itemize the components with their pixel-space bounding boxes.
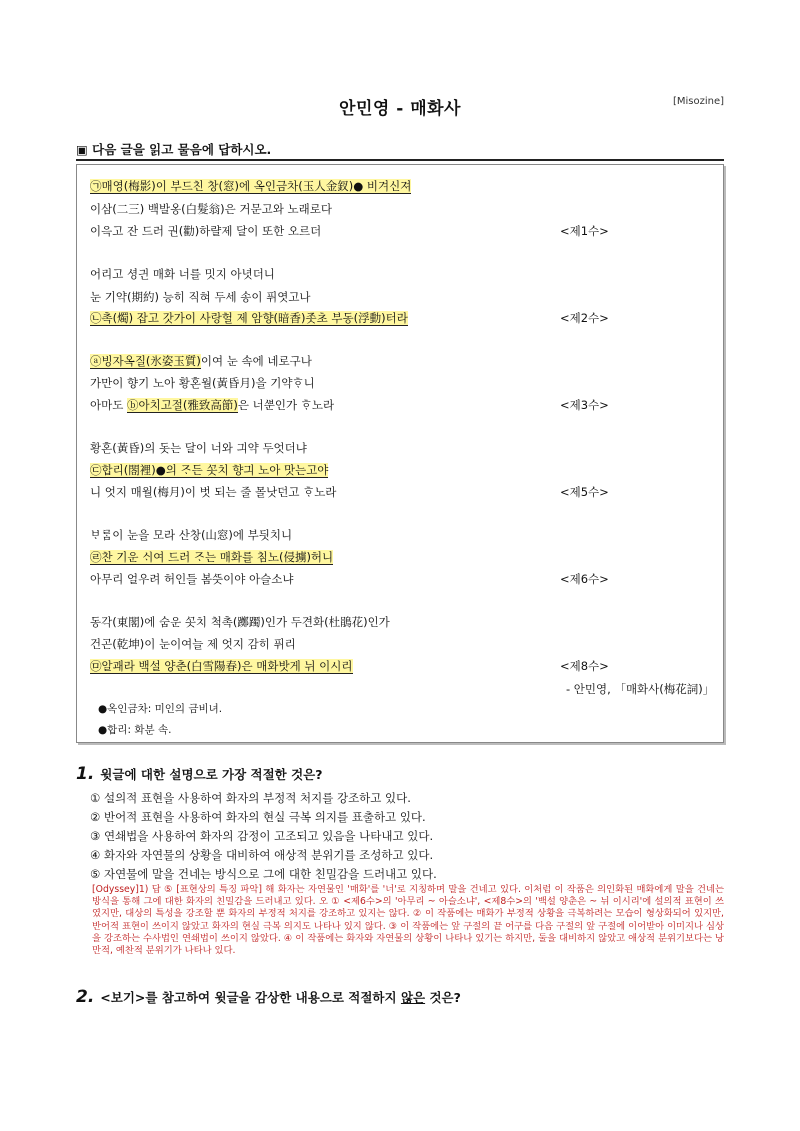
question-number: 1. bbox=[76, 764, 95, 784]
poem-line-16 bbox=[90, 614, 390, 630]
stanza-label-3: <제3수> bbox=[560, 398, 609, 412]
question-text-end: 것은? bbox=[425, 990, 461, 1005]
poem-line-4 bbox=[90, 266, 275, 282]
footnote-1: ●옥인금차: 미인의 금비녀. bbox=[98, 703, 223, 715]
poem-line-10 bbox=[90, 440, 307, 456]
poem-text: 이여 눈 속에 네로구나 bbox=[200, 354, 312, 368]
highlight-a: ⓐ빙자옥질(氷姿玉質) bbox=[90, 354, 201, 368]
stanza-label-2: <제2수> bbox=[560, 311, 609, 325]
poem-text: 은 너ᄲᅮᆫ인가 ᄒᆞ노라 bbox=[237, 398, 335, 412]
poem-text: 아무리 얼우려 허인들 봄ᄯᅳᆺ이야 아슬소냐 bbox=[90, 572, 294, 586]
stanza-label-8: <제8수> bbox=[560, 659, 609, 673]
question-text: <보기>를 참고하여 윗글을 감상한 내용으로 적절하지 bbox=[100, 990, 401, 1005]
question-text: 윗글에 대한 설명으로 가장 적절한 것은? bbox=[100, 767, 323, 782]
poem-text: 눈 기약(期約) 능히 직혀 두세 송이 퓌엿고나 bbox=[90, 290, 311, 304]
brand-label: [Misozine] bbox=[672, 96, 724, 107]
poem-text: 아마도 bbox=[90, 398, 127, 412]
highlight-1: ㉠매영(梅影)이 부드친 창(窓)에 옥인금차(玉人金釵)● 비겨신져 bbox=[90, 179, 412, 193]
option-2[interactable]: ② 반어적 표현을 사용하여 화자의 현실 극복 의지를 표출하고 있다. bbox=[90, 810, 426, 824]
highlight-b: ⓑ아치고절(雅致高節) bbox=[126, 398, 238, 412]
highlight-3: ㉢합리(閤裡)●의 ᄌᆞ든 ᄭᅩᆺ치 향긔 노아 맛는고야 bbox=[90, 463, 329, 477]
option-3[interactable]: ③ 연쇄법을 사용하여 화자의 감정이 고조되고 있음을 나타내고 있다. bbox=[90, 829, 434, 843]
stanza-label-1: <제1수> bbox=[560, 224, 609, 238]
poem-line-6 bbox=[90, 310, 408, 326]
question-2 bbox=[76, 987, 461, 1007]
poem-text: 니 엇지 매월(梅月)이 벗 되는 줄 몰낫던고 ᄒᆞ노라 bbox=[90, 485, 337, 499]
page-title: 안민영 - 매화사 bbox=[339, 99, 461, 119]
poem-text: 건곤(乾坤)이 눈이여늘 제 엇지 감히 퓌리 bbox=[90, 637, 296, 651]
instruction-divider bbox=[76, 159, 724, 161]
poem-line-12 bbox=[90, 484, 336, 500]
option-5[interactable]: ⑤ 자연물에 말을 건네는 방식으로 그에 대한 친밀감을 드러내고 있다. bbox=[90, 867, 437, 881]
stanza-label-6: <제6수> bbox=[560, 572, 609, 586]
footnote-2: ●합리: 화분 속. bbox=[98, 724, 172, 736]
poem-text: ᄇᆞᄅᆞᆷ이 눈을 모라 산창(山窓)에 부딋치니 bbox=[90, 528, 293, 542]
poem-line-2 bbox=[90, 201, 332, 217]
poem-text: 황혼(黃昏)의 돗는 달이 너와 긔약 두엇더냐 bbox=[90, 441, 307, 455]
poem-text: 이삼(二三) 백발옹(白髮翁)은 거문고와 노래로다 bbox=[90, 202, 332, 216]
poem-line-5 bbox=[90, 289, 311, 305]
poem-line-13 bbox=[90, 527, 292, 543]
poem-text: 어리고 셩긘 매화 너를 밋지 아녓더니 bbox=[90, 267, 275, 281]
poem-line-14 bbox=[90, 549, 333, 565]
poem-line-17 bbox=[90, 636, 296, 652]
highlight-5: ㉤알괘라 백설 양춘(白雪陽春)은 매화밧게 뉘 이시리 bbox=[90, 659, 353, 673]
poem-line-7 bbox=[90, 353, 312, 369]
poem-line-11 bbox=[90, 462, 328, 478]
instruction: ▣ 다음 글을 읽고 물음에 답하시오. bbox=[76, 142, 272, 157]
poem-author: - 안민영, 「매화사(梅花詞)」 bbox=[566, 682, 715, 696]
poem-line-3 bbox=[90, 223, 321, 239]
poem-text: 이윽고 잔 드러 권(勸)하랼제 달이 또한 오르더 bbox=[90, 224, 322, 238]
stanza-label-5: <제5수> bbox=[560, 485, 609, 499]
poem-line-18 bbox=[90, 658, 353, 674]
poem-line-1 bbox=[90, 178, 411, 194]
poem-line-8 bbox=[90, 375, 315, 391]
poem-line-15 bbox=[90, 571, 293, 587]
question-number: 2. bbox=[76, 987, 95, 1007]
answer-explanation: [Odyssey]1) 답 ⑤ [표현상의 특징 파악] 해 화자는 자연물인 '매화'를 '너'로 지칭하며 말을 건네고 있다. 이처럼 이 작품은 의인화된 매화에게 말을 건네는 방식을 통해 그에 대한 화자의 친밀감을 드러내고 있다. 오 ① <제6수>의 '아무리 ~ 아슬소냐', <제8수>의 '백설 양춘은 ~ 뉘 이시리'에 설의적 표현이 쓰였지만, 대상의 특성을 강조할 뿐 화자의 부정적 처지를 강조하고 있지는 않다. ② 이 작품에는 매화가 부정적 상황을 극복하려는 모습이 형상화되어 있지만, 반어적 표현이 쓰이지 않았고 화자의 현실 극복 의지도 나타나 있지 않다. ③ 이 작품에는 앞 구절의 끝 어구를 다음 구절의 앞 구절에 이어받아 이미지나 심상을 강조하는 수사법인 연쇄법이 쓰이지 않았다. ④ 이 작품에는 화자와 자연물의 상황이 나타나 있기는 하지만, 둘을 대비하지 않았고 애상적 분위기보다는 낭만적, 예찬적 분위기가 나타나 있다. bbox=[92, 884, 724, 957]
question-1 bbox=[76, 764, 323, 784]
option-1[interactable]: ① 설의적 표현을 사용하여 화자의 부정적 처지를 강조하고 있다. bbox=[90, 791, 411, 805]
poem-text: 동각(東閣)에 숨운 ᄭᅩᆺ치 척촉(躑躅)인가 두견화(杜鵑花)인가 bbox=[90, 615, 390, 629]
poem-line-9 bbox=[90, 397, 334, 413]
highlight-4: ㉣찬 기운 ᄉᆡ여 드러 ᄌᆞ는 매화를 침노(侵擄)허니 bbox=[90, 550, 334, 564]
question-emphasis: 않은 bbox=[400, 990, 426, 1005]
poem-text: 가만이 향기 노아 황혼월(黃昏月)을 기약ᄒᆞ니 bbox=[90, 376, 315, 390]
option-4[interactable]: ④ 화자와 자연물의 상황을 대비하여 애상적 분위기를 조성하고 있다. bbox=[90, 848, 434, 862]
highlight-2: ㉡촉(燭) 잡고 갓가이 사랑헐 제 암향(暗香)좃초 부동(浮動)터라 bbox=[90, 311, 408, 325]
